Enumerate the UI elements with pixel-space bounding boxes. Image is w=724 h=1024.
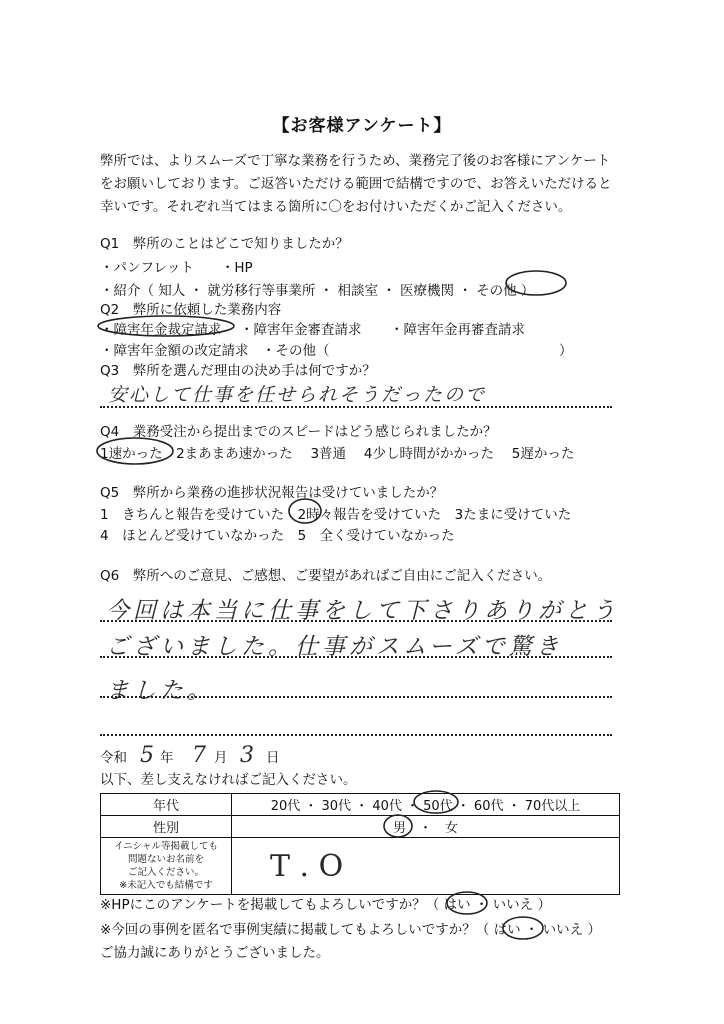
q5-question: Q5 弊所から業務の進捗状況報告は受けていましたか？: [100, 485, 444, 501]
circle-mark-other: [506, 271, 566, 295]
q2-question: Q2 弊所に依頼した業務内容: [100, 302, 282, 318]
q2-options-line-2: ・障害年金額の改定請求 ・その他（ ）: [100, 343, 573, 359]
age-label: 年代: [101, 794, 232, 816]
intro-line-1: 弊所では、よりスムーズで丁寧な業務を行うため、業務完了後のお客様にアンケート: [100, 153, 611, 169]
q4-question: Q4 業務受注から提出までのスピードはどう感じられましたか？: [100, 424, 497, 440]
case-consent-question: ※今回の事例を匿名で事例実績に掲載してもよろしいですか？（ はい ・ いいえ ）: [100, 922, 601, 938]
q6-answer-line-3: ました。: [106, 678, 214, 704]
circle-mark-q5-option-2: [289, 499, 321, 523]
name-label-line-1: イニシャル等掲載しても: [114, 841, 218, 852]
q2-option-1: ・障害年金裁定請求: [100, 322, 222, 338]
circle-mark-q2-option-1: [98, 316, 234, 336]
q2-option-2: ・障害年金審査請求: [240, 322, 362, 338]
date-month-value: 7: [192, 743, 206, 768]
date-day-value: 3: [240, 743, 254, 768]
gender-label: 性別: [101, 816, 232, 838]
q6-answer-line-1: 今回は本当に仕事をして下さりありがとう: [106, 598, 619, 624]
age-options: 20代 ・ 30代 ・ 40代 ・ 50代 ・ 60代 ・ 70代以上: [232, 794, 620, 816]
name-label-line-2: 問題ないお名前を: [127, 854, 204, 865]
intro-line-3: 幸いです。それぞれ当てはまる箇所に〇をお付けいただくかご記入ください。: [100, 199, 572, 215]
q1-options-line-1: ・パンフレット ・HP: [100, 260, 253, 276]
date-year-unit: 年: [160, 750, 174, 766]
circle-mark-age-50s: [414, 791, 458, 813]
q1-question: Q1 弊所のことはどこで知りましたか？: [100, 236, 349, 252]
thanks-message: ご協力誠にありがとうございました。: [100, 945, 330, 961]
date-era: 令和: [100, 750, 127, 766]
circle-mark-hp-yes: [447, 892, 487, 914]
q4-options: 1速かった 2まあまあ速かった 3普通 4少し時間がかかった 5遅かった: [100, 446, 575, 462]
page-title: 【お客様アンケート】: [272, 116, 452, 136]
q6-answer-line-2: ございました。仕事がスムーズで驚き: [106, 634, 563, 660]
intro-line-2: をお願いしております。ご返答いただける範囲で結構ですので、お答えいただけると: [100, 176, 612, 192]
date-year-value: 5: [140, 743, 154, 768]
q5-options-line-2: 4 ほとんど受けていなかった 5 全く受けていなかった: [100, 528, 455, 544]
q3-question: Q3 弊所を選んだ理由の決め手は何ですか？: [100, 363, 376, 379]
hp-consent-question: ※HPにこのアンケートを掲載してもよろしいですか？（ はい ・ いいえ ）: [100, 897, 551, 913]
name-label-line-3: ご記入ください。: [127, 867, 204, 878]
circle-mark-q4-fast: [97, 438, 173, 464]
q2-option-3: ・障害年金再審査請求: [390, 322, 525, 338]
circle-mark-gender-male: [384, 815, 412, 837]
q1-options-line-2: ・紹介（ 知人 ・ 就労移行等事業所 ・ 相談室 ・ 医療機関 ・ その他 ）: [100, 283, 535, 299]
name-value: T . O: [270, 848, 344, 884]
q5-options-line-1: 1 きちんと報告を受けていた 2時々報告を受けていた 3たまに受けていた: [100, 507, 572, 523]
q3-handwritten-answer: 安心して仕事を任せられそうだったので: [108, 384, 487, 406]
date-month-unit: 月: [214, 750, 228, 766]
name-label-line-4: ※未記入でも結構です: [119, 880, 213, 891]
gender-options: 男 ・ 女: [232, 816, 620, 838]
date-day-unit: 日: [266, 750, 280, 766]
circle-mark-case-yes: [503, 917, 543, 939]
optional-note: 以下、差し支えなければご記入ください。: [100, 772, 357, 788]
q6-question: Q6 弊所へのご意見、ご感想、ご要望があればご自由にご記入ください。: [100, 568, 552, 584]
